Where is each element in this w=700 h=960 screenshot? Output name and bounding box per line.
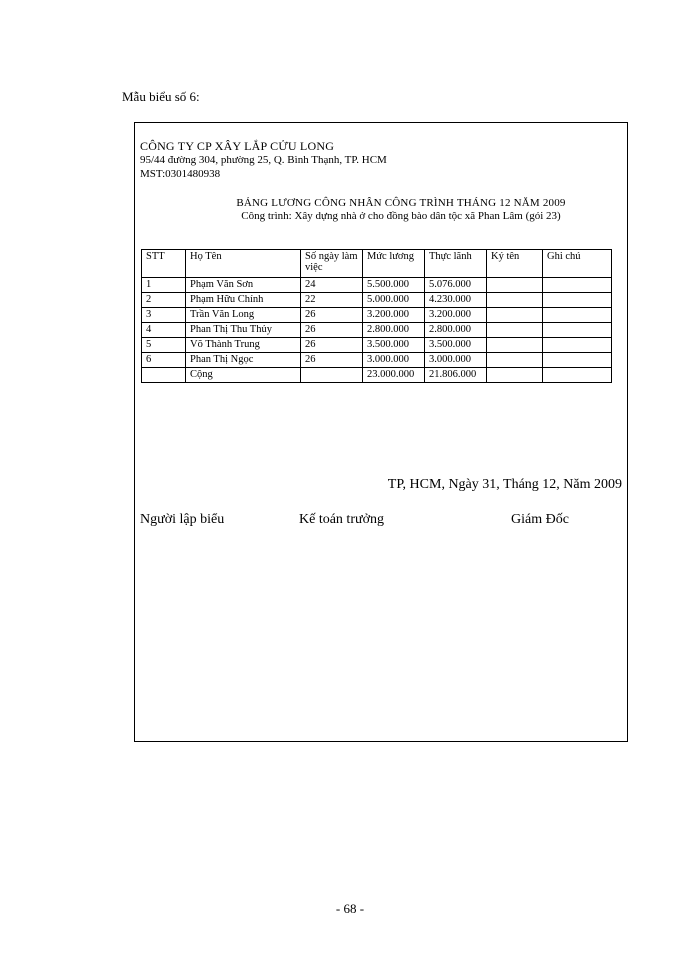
cell-days: 26 xyxy=(301,338,363,353)
title-main: BẢNG LƯƠNG CÔNG NHÂN CÔNG TRÌNH THÁNG 12 NĂM 2009 xyxy=(236,197,566,209)
header-salary: Mức lương xyxy=(363,250,425,278)
header-days: Số ngày làm việc xyxy=(301,250,363,278)
cell-days: 26 xyxy=(301,323,363,338)
header-net-pay: Thực lãnh xyxy=(425,250,487,278)
form-label: Mẫu biểu số 6: xyxy=(122,89,200,104)
cell-salary: 3.000.000 xyxy=(363,353,425,368)
cell-note xyxy=(543,323,612,338)
cell-name: Võ Thành Trung xyxy=(186,338,301,353)
cell-salary: 5.000.000 xyxy=(363,293,425,308)
cell-name: Phạm Hữu Chính xyxy=(186,293,301,308)
signature-director: Giám Đốc xyxy=(511,512,569,527)
cell-stt: 1 xyxy=(142,278,186,293)
date-line: TP, HCM, Ngày 31, Tháng 12, Năm 2009 xyxy=(387,477,622,492)
cell-net-pay: 3.200.000 xyxy=(425,308,487,323)
cell-signature xyxy=(487,368,543,383)
table-row xyxy=(142,293,612,308)
cell-days: 22 xyxy=(301,293,363,308)
cell-note xyxy=(543,338,612,353)
cell-days: 26 xyxy=(301,308,363,323)
cell-signature xyxy=(487,293,543,308)
cell-salary: 2.800.000 xyxy=(363,323,425,338)
table-row xyxy=(142,338,612,353)
table-row xyxy=(142,323,612,338)
cell-note xyxy=(543,293,612,308)
payroll-table xyxy=(141,249,612,383)
cell-signature xyxy=(487,278,543,293)
table-row xyxy=(142,308,612,323)
cell-net-pay: 3.000.000 xyxy=(425,353,487,368)
header-stt: STT xyxy=(142,250,186,278)
cell-name: Trần Văn Long xyxy=(186,308,301,323)
table-row xyxy=(142,353,612,368)
cell-stt: 4 xyxy=(142,323,186,338)
cell-stt: 3 xyxy=(142,308,186,323)
cell-stt: 5 xyxy=(142,338,186,353)
cell-salary: 3.200.000 xyxy=(363,308,425,323)
cell-signature xyxy=(487,308,543,323)
cell-salary: 3.500.000 xyxy=(363,338,425,353)
cell-stt xyxy=(142,368,186,383)
cell-net-pay: 4.230.000 xyxy=(425,293,487,308)
table-total-row xyxy=(142,368,612,383)
cell-days xyxy=(301,368,363,383)
cell-note xyxy=(543,278,612,293)
company-name: CÔNG TY CP XÂY LẮP CỬU LONG xyxy=(140,139,335,153)
cell-net-pay: 5.076.000 xyxy=(425,278,487,293)
cell-total-net-pay: 21.806.000 xyxy=(425,368,487,383)
table-row xyxy=(142,278,612,293)
signature-chief-accountant: Kế toán trưởng xyxy=(299,512,384,527)
payroll-form-frame xyxy=(134,122,628,742)
company-info xyxy=(140,139,387,181)
cell-signature xyxy=(487,338,543,353)
header-name: Họ Tên xyxy=(186,250,301,278)
cell-signature xyxy=(487,353,543,368)
cell-stt: 2 xyxy=(142,293,186,308)
cell-name: Phạm Văn Sơn xyxy=(186,278,301,293)
cell-stt: 6 xyxy=(142,353,186,368)
cell-note xyxy=(543,353,612,368)
cell-salary: 5.500.000 xyxy=(363,278,425,293)
cell-net-pay: 3.500.000 xyxy=(425,338,487,353)
cell-signature xyxy=(487,323,543,338)
cell-name: Phan Thị Thu Thủy xyxy=(186,323,301,338)
title-sub: Công trình: Xây dựng nhà ở cho đồng bào dân tộc xã Phan Lâm (gói 23) xyxy=(241,210,561,222)
cell-note xyxy=(543,368,612,383)
header-note: Ghi chú xyxy=(543,250,612,278)
company-address: 95/44 đường 304, phường 25, Q. Bình Thạnh, TP. HCM xyxy=(140,154,387,166)
document-title xyxy=(135,197,627,223)
page-number: - 68 - xyxy=(335,901,365,916)
cell-days: 24 xyxy=(301,278,363,293)
cell-total-label: Cộng xyxy=(186,368,301,383)
company-tax-code: MST:0301480938 xyxy=(140,168,221,180)
cell-days: 26 xyxy=(301,353,363,368)
cell-note xyxy=(543,308,612,323)
table-header-row xyxy=(142,250,612,278)
header-signature: Ký tên xyxy=(487,250,543,278)
cell-name: Phan Thị Ngọc xyxy=(186,353,301,368)
cell-net-pay: 2.800.000 xyxy=(425,323,487,338)
signature-preparer: Người lập biểu xyxy=(140,512,225,527)
cell-total-salary: 23.000.000 xyxy=(363,368,425,383)
